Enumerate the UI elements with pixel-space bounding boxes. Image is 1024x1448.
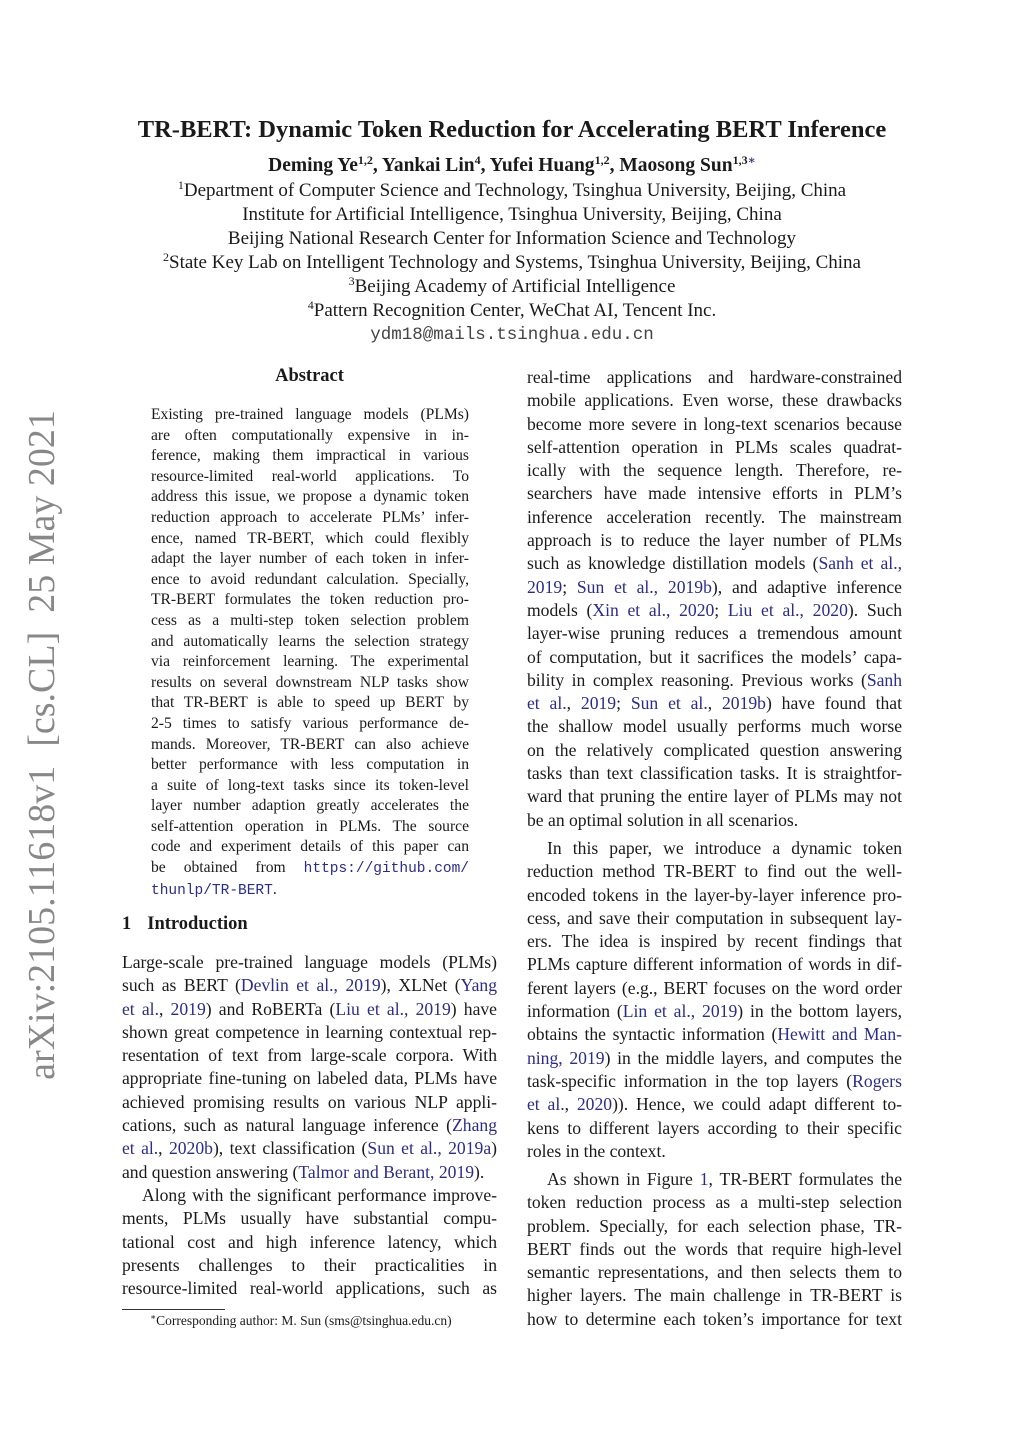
citation-link[interactable]: 2019 — [702, 1001, 738, 1022]
section-number: 1 — [122, 914, 132, 934]
text-line: reduction approach to accelerate PLMs’ infer- — [151, 508, 469, 526]
affiliation-text: Beijing National Research Center for Information Science and Technology — [227, 228, 797, 249]
text-line: ence, named TR-BERT, which could flexibly — [151, 529, 469, 547]
text-line: task-specific information in the top layers (Rogers — [527, 1070, 902, 1091]
affiliation-text: Pattern Recognition Center, WeChat AI, Tencent Inc. — [313, 300, 717, 321]
citation-link[interactable]: Zhang — [452, 1115, 497, 1136]
footnote-mark: ∗ — [150, 1312, 157, 1322]
text-line: ward that pruning the entire layer of PLMs may not — [527, 786, 902, 807]
text-line: thunlp/TR-BERT. — [151, 880, 277, 899]
citation-link[interactable]: et al. — [122, 1138, 159, 1159]
text-line: self-attention operation in PLMs scales quadrat- — [527, 436, 902, 457]
text-line: As shown in Figure 1, TR-BERT formulates the — [547, 1169, 903, 1189]
text-line: approach is to reduce the layer number of PLMs — [527, 530, 902, 551]
text-line: presents challenges to their practicalities in — [122, 1254, 497, 1275]
text-line: PLMs capture different information of words in dif- — [527, 954, 902, 975]
footnote-rule — [122, 1309, 225, 1310]
text-line: via reinforcement learning. The experimental — [151, 653, 469, 671]
text-line: achieved promising results on various NLP appli- — [122, 1091, 497, 1112]
author-name: Maosong Sun — [619, 155, 733, 176]
affiliation-line — [0, 204, 1024, 226]
text-line: how to determine each token’s importance for text — [527, 1308, 902, 1329]
citation-link[interactable]: 2019 — [415, 998, 451, 1019]
text-line: reduction method TR-BERT to find out the well- — [527, 861, 902, 882]
text-line: searchers have made intensive efforts in PLM’s — [527, 483, 902, 504]
text-line: cess, and save their computation in subsequent lay- — [527, 907, 902, 928]
citation-link[interactable]: Sun et al., — [576, 576, 659, 597]
citation-link[interactable]: Liu et al., — [727, 599, 804, 620]
affiliation-line — [0, 300, 1024, 322]
text-line: encoded tokens in the layer-by-layer inference pro- — [527, 884, 902, 905]
footnote — [150, 1313, 452, 1329]
text-line: models (Xin et al., 2020; Liu et al., 2020). Such — [527, 599, 903, 620]
text-line: mands. Moreover, TR-BERT can also achieve — [151, 735, 469, 753]
text-line: code and experiment details of this paper can — [151, 838, 469, 856]
text-line: adapt the layer number of each token in infer- — [151, 550, 469, 568]
citation-link[interactable]: 2019 — [438, 1161, 475, 1182]
text-line: appropriate fine-tuning on labeled data, PLMs have — [122, 1068, 497, 1089]
text-line: tational cost and high inference latency, which — [122, 1231, 497, 1252]
text-line: layer number adaption greatly accelerates the — [151, 797, 469, 815]
citation-link[interactable]: 2019 — [170, 998, 206, 1019]
citation-link[interactable]: 2019 — [527, 576, 563, 597]
text-line: address this issue, we propose a dynamic token — [151, 488, 469, 506]
affiliation-line — [0, 276, 1024, 298]
text-line: cations, such as natural language inference (Zhang — [122, 1115, 497, 1136]
citation-link[interactable]: Sun et al. — [630, 693, 708, 714]
affiliation-text: State Key Lab on Intelligent Technology and Systems, Tsinghua University, Beijing, China — [169, 252, 861, 273]
text-line: ments, PLMs usually have substantial compu- — [122, 1208, 497, 1229]
text-line: Along with the significant performance improve- — [142, 1184, 497, 1205]
introduction-left-column — [122, 951, 497, 1300]
text-line: semantic representations, and then selects them to — [527, 1262, 902, 1283]
text-line: such as knowledge distillation models (Sanh et al., — [527, 553, 902, 574]
citation-link[interactable]: ning, — [527, 1047, 563, 1068]
author-email[interactable]: ydm18@mails.tsinghua.edu.cn — [370, 325, 654, 345]
url-link[interactable]: thunlp/TR-BERT — [151, 882, 273, 899]
text-line: a suite of long-text tasks since its token-level — [151, 776, 469, 794]
citation-link[interactable]: et al. — [527, 693, 567, 714]
text-line: 2-5 times to satisfy various performance de- — [151, 714, 469, 732]
right-column-paragraph-2 — [527, 837, 902, 1163]
text-line: et al., 2020)). Hence, we could adapt different to- — [527, 1094, 903, 1115]
citation-link[interactable]: 2019a — [448, 1138, 492, 1159]
text-line: token reduction process as a multi-step selection — [527, 1192, 902, 1213]
affiliation-number: 4 — [307, 298, 314, 312]
citation-link[interactable]: 2019 — [345, 975, 381, 996]
text-line: are often computationally expensive in in- — [151, 426, 469, 444]
author-name: Yufei Huang — [489, 155, 595, 176]
text-line: ferent layers (e.g., BERT focuses on the word order — [527, 977, 902, 998]
text-line: be an optimal solution in all scenarios. — [527, 809, 799, 830]
text-line: such as BERT (Devlin et al., 2019), XLNet (Yang — [122, 975, 497, 996]
footnote-text: Corresponding author: M. Sun (sms@tsinghua.edu.cn) — [156, 1313, 452, 1328]
text-line: tasks than text classification tasks. It is straightfor- — [527, 763, 902, 784]
author-affiliation-marks: 1,2 — [357, 153, 373, 167]
citation-link[interactable]: Sanh et al., — [818, 553, 902, 574]
text-line: self-attention operation in PLMs. The source — [151, 817, 469, 835]
text-line: information (Lin et al., 2019) in the bottom layers, — [527, 1001, 903, 1022]
citation-link[interactable]: et al. — [527, 1094, 565, 1115]
text-line: the shallow model usually performs much worse — [527, 716, 902, 737]
citation-link[interactable]: 2020 — [576, 1094, 613, 1115]
author-name: Yankai Lin — [381, 155, 475, 176]
text-line: of computation, but it sacrifices the models’ capa- — [527, 646, 902, 667]
text-line: ically with the sequence length. Therefore, re- — [527, 460, 902, 481]
text-line: ference, making them impractical in various — [151, 447, 469, 465]
section-heading-introduction — [122, 914, 248, 935]
affiliation-number: 2 — [163, 250, 169, 264]
affiliation-text: Institute for Artificial Intelligence, Tsinghua University, Beijing, China — [242, 204, 782, 225]
text-line: 2019; Sun et al., 2019b), and adaptive inference — [527, 576, 902, 597]
text-line: problem. Specially, for each selection phase, TR- — [527, 1215, 902, 1236]
text-line: resource-limited real-world applications, such as — [122, 1278, 497, 1299]
text-line: obtains the syntactic information (Hewitt and Man- — [527, 1024, 902, 1045]
author-affiliation-marks: 1,2 — [594, 153, 610, 167]
text-line: on the relatively complicated question answering — [527, 739, 902, 760]
affiliation-line — [0, 180, 1024, 202]
text-line: Existing pre-trained language models (PLMs) — [151, 406, 469, 423]
citation-link[interactable]: Sun et al., — [367, 1138, 442, 1159]
abstract-body — [151, 405, 469, 901]
citation-link[interactable]: 1 — [699, 1169, 709, 1189]
affiliation-line — [0, 252, 1024, 274]
text-line: ence to avoid redundant calculation. Specially, — [151, 570, 469, 588]
citation-link[interactable]: 2019 — [569, 1047, 605, 1068]
text-line: mobile applications. Even worse, these drawbacks — [527, 390, 902, 411]
citation-link[interactable]: Talmor and Berant, — [298, 1161, 435, 1182]
citation-link[interactable]: et al. — [122, 998, 159, 1019]
text-line: roles in the context. — [527, 1140, 666, 1161]
citation-link[interactable]: Liu et al., — [335, 998, 409, 1019]
citation-link[interactable]: 2019b — [721, 693, 766, 714]
url-link[interactable]: https://github.com/ — [303, 861, 469, 878]
text-line: et al., 2019) and RoBERTa (Liu et al., 2019) have — [122, 998, 497, 1019]
text-line: cess as a multi-step token selection problem — [151, 611, 469, 629]
text-line: inference acceleration recently. The mainstream — [527, 506, 902, 527]
author-list — [0, 155, 1024, 177]
citation-link[interactable]: 2020 — [812, 599, 848, 620]
text-line: shown great competence in learning contextual rep- — [122, 1021, 497, 1042]
right-column-paragraph-1 — [527, 366, 902, 832]
text-line: real-time applications and hardware-constrained — [527, 367, 902, 387]
text-line: BERT finds out the words that require high-level — [527, 1238, 902, 1259]
text-line: ning, 2019) in the middle layers, and computes the — [527, 1047, 902, 1068]
text-line: In this paper, we introduce a dynamic token — [547, 838, 902, 858]
text-line: et al., 2020b), text classification (Sun et al., 2019a) — [122, 1138, 497, 1159]
text-line: be obtained from https://github.com/ — [151, 859, 469, 878]
author-separator: , — [480, 155, 490, 176]
citation-link[interactable]: Lin et al., — [622, 1001, 696, 1022]
citation-link[interactable]: Yang — [460, 975, 497, 996]
text-line: ers. The idea is inspired by recent findings that — [527, 931, 902, 952]
text-line: higher layers. The main challenge in TR-BERT is — [527, 1285, 902, 1306]
text-line: Large-scale pre-trained language models (PLMs) — [122, 952, 497, 972]
paper-title: TR-BERT: Dynamic Token Reduction for Accelerating BERT Inference — [137, 116, 887, 143]
citation-link[interactable]: Sanh — [866, 669, 902, 690]
author-name: Deming Ye — [268, 155, 358, 176]
author-affiliation-marks: 4 — [474, 153, 481, 167]
text-line: that TR-BERT is able to speed up BERT by — [151, 694, 469, 712]
text-line: layer-wise pruning reduces a tremendous amount — [527, 623, 902, 644]
author-affiliation-marks: 1,3 — [732, 153, 748, 167]
text-line: and automatically learns the selection strategy — [151, 632, 469, 650]
affiliation-text: Beijing Academy of Artificial Intelligence — [354, 276, 676, 297]
citation-link[interactable]: Hewitt and Man- — [777, 1024, 902, 1045]
text-line: become more severe in long-text scenarios because — [527, 413, 902, 434]
text-line: resentation of text from large-scale corpora. With — [122, 1045, 497, 1066]
text-line: resource-limited real-world applications. To — [151, 467, 469, 485]
affiliation-line — [0, 228, 1024, 250]
citation-link[interactable]: 2020 — [679, 599, 715, 620]
section-title: Introduction — [147, 914, 248, 934]
affiliation-number: 3 — [348, 274, 355, 288]
author-separator: , — [372, 155, 382, 176]
citation-link[interactable]: 2019 — [580, 693, 617, 714]
abstract-heading: Abstract — [275, 366, 344, 386]
text-line: bility in complex reasoning. Previous works (Sanh — [527, 669, 902, 690]
text-line: kens to different layers according to their specific — [527, 1117, 902, 1138]
text-line: better performance with less computation in — [151, 756, 469, 774]
citation-link[interactable]: Xin et al., — [592, 599, 671, 620]
arxiv-sidebar-stamp: arXiv:2105.11618v1 [cs.CL] 25 May 2021 — [21, 410, 63, 1080]
text-line: et al., 2019; Sun et al., 2019b) have found that — [527, 693, 903, 714]
citation-link[interactable]: Devlin et al., — [240, 975, 338, 996]
text-line: and question answering (Talmor and Berant, 2019). — [122, 1161, 485, 1182]
affiliation-text: Department of Computer Science and Technology, Tsinghua University, Beijing, China — [183, 180, 847, 201]
right-column-paragraph-3 — [527, 1168, 902, 1331]
citation-link[interactable]: 2020b — [168, 1138, 213, 1159]
author-separator: , — [609, 155, 620, 176]
text-line: TR-BERT formulates the token reduction pro- — [151, 591, 469, 609]
citation-link[interactable]: Rogers — [852, 1070, 902, 1091]
citation-link[interactable]: 2019b — [667, 576, 712, 597]
text-line: results on several downstream NLP tasks show — [151, 673, 469, 691]
affiliation-number: 1 — [177, 178, 184, 192]
corresponding-author-mark[interactable]: ∗ — [747, 153, 756, 167]
